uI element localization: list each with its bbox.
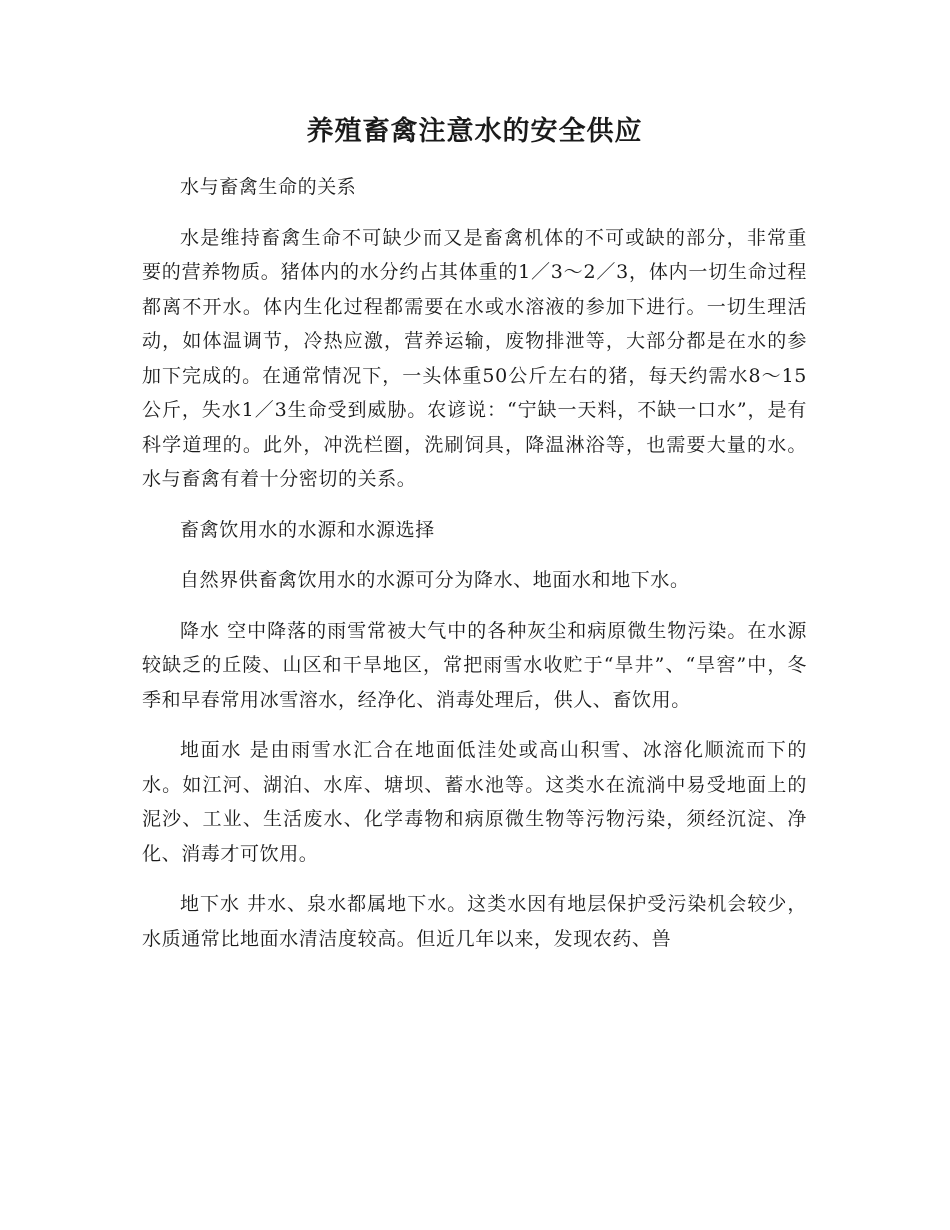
term-text: 井水、泉水都属地下水。这类水因有地层保护受污染机会较少，水质通常比地面水清洁度较高。但近几年以来，发现农药、兽 (142, 893, 808, 950)
document-title: 养殖畜禽注意水的安全供应 (306, 116, 643, 147)
source-paragraph-groundwater (142, 887, 807, 956)
section-heading: 畜禽饮用水的水源和水源选择 (180, 518, 435, 541)
document-page (142, 108, 807, 972)
term-text: 是由雨雪水汇合在地面低洼处或高山积雪、冰溶化顺流而下的水。如江河、湖泊、水库、塘坝、蓄水池等。这类水在流淌中易受地面上的泥沙、工业、生活废水、化学毒物和病原微生物等污物污染，须经沉淀、净化、消毒才可饮用。 (142, 739, 807, 865)
term-label: 地面水 (180, 739, 243, 761)
source-paragraph-precipitation (142, 614, 807, 718)
body-paragraph: 水是维持畜禽生命不可缺少而又是畜禽机体的不可或缺的部分，非常重要的营养物质。猪体内的水分约占其体重的1／3～2／3，体内一切生命过程都离不开水。体内生化过程都需要在水或水溶液的参加下进行。一切生理活动，如体温调节，冷热应激，营养运输，废物排泄等，大部分都是在水的参加下完成的。在通常情况下，一头体重50公斤左右的猪，每天约需水8～15公斤，失水1／3生命受到威胁。农谚说：“宁缺一天料，不缺一口水”，是有科学道理的。此外，冲洗栏圈，洗刷饲具，降温淋浴等，也需要大量的水。水与畜禽有着十分密切的关系。 (142, 226, 807, 490)
section-heading: 水与畜禽生命的关系 (180, 176, 357, 198)
intro-paragraph: 自然界供畜禽饮用水的水源可分为降水、地面水和地下水。 (180, 569, 690, 591)
source-paragraph-surface-water (142, 733, 807, 871)
term-label: 降水 (180, 619, 221, 642)
term-text: 空中降落的雨雪常被大气中的各种灰尘和病原微生物污染。在水源较缺乏的丘陵、山区和干旱地区，常把雨雪水收贮于“旱井”、“旱窖”中，冬季和早春常用冰雪溶水，经净化、消毒处理后，供人、畜饮用。 (142, 619, 808, 711)
term-label: 地下水 (180, 893, 241, 915)
